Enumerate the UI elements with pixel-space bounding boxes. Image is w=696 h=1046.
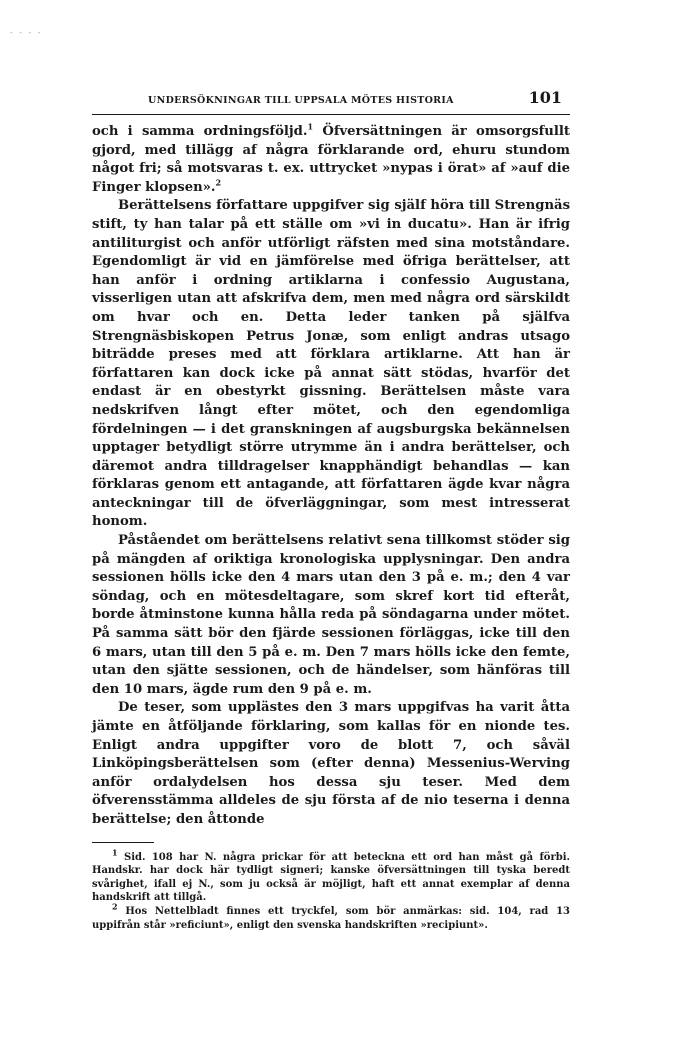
footnote-divider (92, 842, 154, 843)
running-title: UNDERSÖKNINGAR TILL UPPSALA MÖTES HISTORIA (148, 95, 454, 106)
text-run: Berättelsens författare uppgifver sig själf höra till Strengnäs stift, ty han talar på ett ställe om »vi in ducatu». Han är ifrig antiliturgist och anför utförligt räfsten med sina motståndare. Egendomligt är vid en jämförelse med öfriga berättelser, att han anför i ordning artiklarna i confessio Augustana, visserligen utan att afskrifva dem, men med några ord särskildt om hvar och en. Detta leder tanken på själfva Strengnäsbiskopen Petrus Jonæ, som enligt andras utsago biträdde preses med att förklara artiklarne. Att han är författaren kan dock icke på annat sätt stödas, hvarför det endast är en obestyrkt gissning. Berättelsen måste vara nedskrifven långt efter mötet, och den egendomliga fördelningen — i det granskningen af augsburgska bekännelsen upptager betydligt större utrymme än i andra berättelser, och däremot andra tilldragelser knapphändigt behandlas — kan förklaras genom ett antagande, att författaren ägde kvar några anteckningar till de öfverläggningar, som mest intresserat honom. (92, 198, 570, 530)
page-number: 101 (528, 88, 562, 107)
paragraph (92, 532, 570, 699)
body-text (92, 123, 570, 830)
text-run: De teser, som upplästes den 3 mars uppgifvas ha varit åtta jämte en åtföljande förklaring, som kallas för en nionde tes. Enligt andra uppgifter voro de blott 7, och såväl Linköpingsberättelsen som (efter denna) Messenius-Werving anför ordalydelsen hos dessa sju teser. Med dem öfverensstämma alldeles de sju första af de nio teserna i denna berättelse; den åttonde (92, 700, 570, 827)
scan-corner-mark: - - - - (10, 28, 43, 37)
paragraph (92, 123, 570, 197)
footnotes (92, 847, 570, 933)
book-page (92, 88, 570, 932)
footnote-marker: 2 (215, 177, 222, 188)
text-run: Påståendet om berättelsens relativt sena tillkomst stöder sig på mängden af oriktiga kronologiska upplysningar. Den andra sessionen hölls icke den 4 mars utan den 3 på e. m.; den 4 var söndag, och en mötesdeltagare, som skref kort tid efteråt, borde åtminstone kunna hålla reda på söndagarna under mötet. På samma sätt bör den fjärde sessionen förläggas, icke till den 6 mars, utan till den 5 på e. m. Den 7 mars hölls icke den femte, utan den sjätte sessionen, och de händelser, som hänföras till den 10 mars, ägde rum den 9 på e. m. (92, 533, 570, 697)
text-run: Öfversättningen är omsorgsfullt gjord, med tillägg af några förklarande ord, ehuru stundom något fri; så motsvaras t. ex. uttrycket »nypas i örat» af »auf die Finger klopsen». (92, 124, 570, 195)
paragraph (92, 197, 570, 532)
running-header (92, 88, 570, 115)
text-run: och i samma ordningsföljd. (92, 124, 308, 139)
footnote-marker: 1 (307, 121, 314, 132)
text-run: Sid. 108 har N. några prickar för att beteckna ett ord han måst gå förbi. Handskr. har dock här tydligt signeri; kanske öfversättningen till tyska beredt svårighet, ifall ej N., som ju också är möjligt, haft ett annat exemplar af denna handskrift att tillgå. (92, 851, 570, 904)
text-run: Hos Nettelbladt finnes ett tryckfel, som bör anmärkas: sid. 104, rad 13 uppifrån står »reficiunt», enligt den svenska handskriften »recipiunt». (92, 905, 570, 931)
footnote (92, 847, 570, 905)
footnote-marker: 1 (112, 847, 118, 858)
footnote-marker: 2 (112, 901, 118, 912)
paragraph (92, 699, 570, 829)
footnote (92, 901, 570, 932)
